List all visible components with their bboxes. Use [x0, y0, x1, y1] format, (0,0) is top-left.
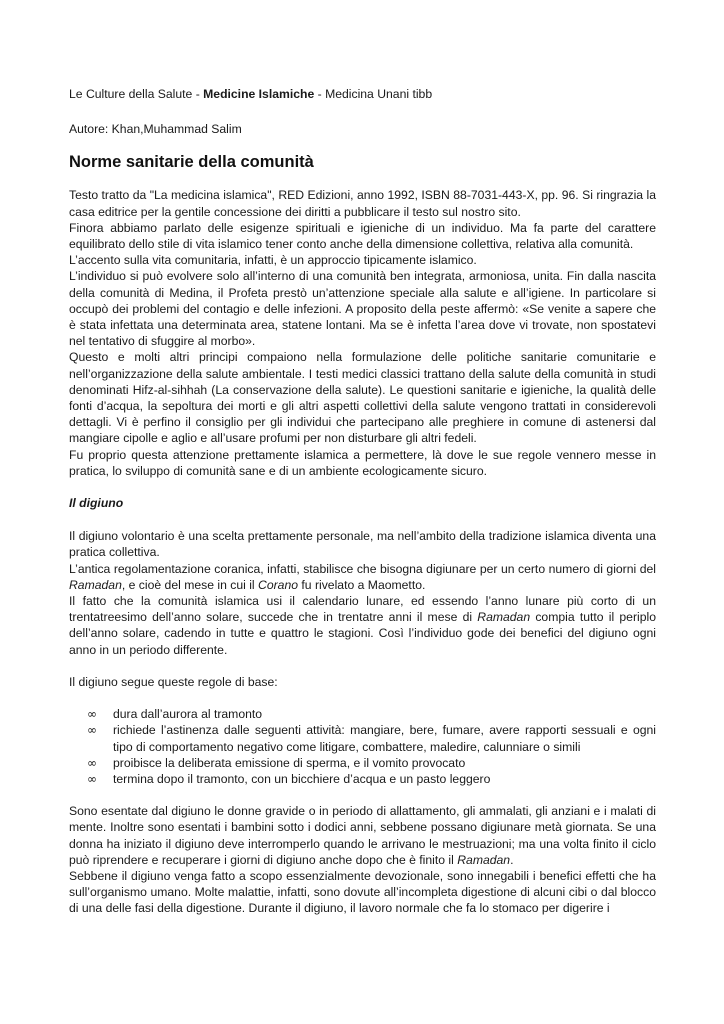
paragraph: Fu proprio questa attenzione prettamente islamica a permettere, là dove le sue regole vennero messe in pratica, lo sviluppo di comunità sane e di un ambiente ecologicamente sicuro. [69, 447, 656, 478]
breadcrumb-category: Medicine Islamiche [203, 87, 315, 101]
list-item-text: proibisce la deliberata emissione di sperma, e il vomito provocato [113, 755, 466, 770]
section-heading: Il digiuno [69, 496, 124, 511]
author-line: Autore: Khan,Muhammad Salim [69, 122, 242, 137]
intro-section [69, 187, 656, 479]
paragraph [69, 593, 656, 658]
paragraph: L’accento sulla vita comunitaria, infatti, è un approccio tipicamente islamico. [69, 253, 477, 268]
list-item [69, 755, 656, 771]
spacer [69, 690, 656, 706]
italic-term: Corano [258, 577, 299, 592]
fasting-section [69, 528, 656, 916]
breadcrumb-suffix: - Medicina Unani tibb [314, 87, 433, 101]
text-run: Sono esentate dal digiuno le donne gravide o in periodo di allattamento, gli ammalati, gli anziani e i malati di mente. Inoltre sono esentati i bambini sotto i dodici anni, sebbene possano digiunare metà giornata. Se una donna ha iniziato il digiuno deve interromperlo quando le arrivano le mestruazioni; ma una volta finito il ciclo può riprendere e recuperare i giorni di digiuno anche dopo che è finito il [69, 804, 656, 867]
rules-intro: Il digiuno segue queste regole di base: [69, 674, 278, 689]
paragraph: Finora abbiamo parlato delle esigenze spirituali e igieniche di un individuo. Ma fa parte del carattere equilibrato dello stile di vita islamico tener conto anche della dimensione collettiva, relativa alla comunità. [69, 220, 656, 252]
paragraph [69, 561, 656, 593]
spacer [69, 658, 656, 674]
italic-term: Ramadan [69, 577, 122, 592]
italic-term: Ramadan [457, 852, 511, 867]
list-item-text: dura dall’aurora al tramonto [113, 707, 263, 722]
paragraph: L’individuo si può evolvere solo all’interno di una comunità ben integrata, armoniosa, unita. Fin dalla nascita della comunità di Medina, il Profeta prestò un’attenzione speciale alla salute e all’igiene. In particolare si occupò dei problemi del contagio e delle infezioni. A proposito della peste affermò: «Se venite a sapere che è stata infettata una determinata area, statene lontani. Ma se è infetta l’area dove vi trovate, non spostatevi nel tentativo di sfuggire al morbo». [69, 269, 656, 349]
list-item-text: termina dopo il tramonto, con un bicchiere d’acqua e un pasto leggero [113, 771, 491, 786]
infinity-bullet-icon: ∞ [87, 771, 97, 786]
list-item [69, 771, 656, 787]
text-run: Il fatto che la comunità islamica usi il calendario lunare, ed essendo l’anno lunare più corto di un trentatreesimo dell’anno solare, succede che in trentatre anni il mese di [69, 594, 656, 625]
paragraph: Il digiuno volontario è una scelta prettamente personale, ma nell’ambito della tradizione islamica diventa una pratica collettiva. [69, 529, 656, 560]
paragraph: Sebbene il digiuno venga fatto a scopo essenzialmente devozionale, sono innegabili i benefici effetti che ha sull’organismo umano. Molte malattie, infatti, sono dovute all’incompleta digestione di alcuni cibi o dal blocco di una delle fasi della digestione. Durante il digiuno, il lavoro normale che fa lo stomaco per digerire i [69, 868, 656, 916]
italic-term: Ramadan [477, 610, 531, 625]
text-run: . [510, 852, 514, 867]
paragraph [69, 803, 656, 868]
document-page [69, 86, 656, 917]
spacer [69, 479, 656, 495]
paragraph-source: Testo tratto da "La medicina islamica", RED Edizioni, anno 1992, ISBN 88-7031-443-X, pp. 96. Si ringrazia la casa editrice per la gentile concessione dei diritti a pubblicare il testo sul nostro sito. [69, 188, 656, 219]
text-run: , e cioè del mese in cui il [121, 577, 259, 592]
text-run: L’antica regolamentazione coranica, infatti, stabilisce che bisogna digiunare per un certo numero di giorni del [69, 561, 656, 576]
text-run: fu rivelato a Maometto. [298, 577, 426, 592]
spacer [69, 787, 656, 803]
page-title: Norme sanitarie della comunità [69, 153, 314, 172]
paragraph: Questo e molti altri principi compaiono nella formulazione delle politiche sanitarie comunitarie e nell’organizzazione della salute ambientale. I testi medici classici trattano della salute della comunità in studi denominati Hifz-al-sihhah (La conservazione della salute). Le questioni sanitarie e igieniche, la qualità delle fonti d’acqua, la sepoltura dei morti e gli altri aspetti collettivi della salute vengono trattati in considerevoli dettagli. Vi è perfino il consiglio per gli individui che partecipano alle preghiere in comune di astenersi dal mangiare cipolle e aglio e all’usare profumi per non disturbare gli altri fedeli. [69, 350, 656, 446]
list-item [69, 706, 656, 722]
infinity-bullet-icon: ∞ [87, 755, 97, 770]
breadcrumb [69, 86, 656, 102]
list-item-text: richiede l’astinenza dalle seguenti attività: mangiare, bere, fumare, avere rapporti sessuali e ogni tipo di comportamento negativo come litigare, combattere, maledire, calunniare o simili [113, 723, 656, 754]
breadcrumb-prefix: Le Culture della Salute - [69, 87, 204, 101]
rules-list [69, 706, 656, 787]
infinity-bullet-icon: ∞ [87, 707, 97, 722]
text-run: compia tutto il periplo dell’anno solare, cadendo in tutte e quattro le stagioni. Così l’individuo gode dei benefici del digiuno ogni anno in un periodo differente. [69, 610, 656, 657]
list-item [69, 722, 656, 754]
infinity-bullet-icon: ∞ [87, 723, 97, 738]
